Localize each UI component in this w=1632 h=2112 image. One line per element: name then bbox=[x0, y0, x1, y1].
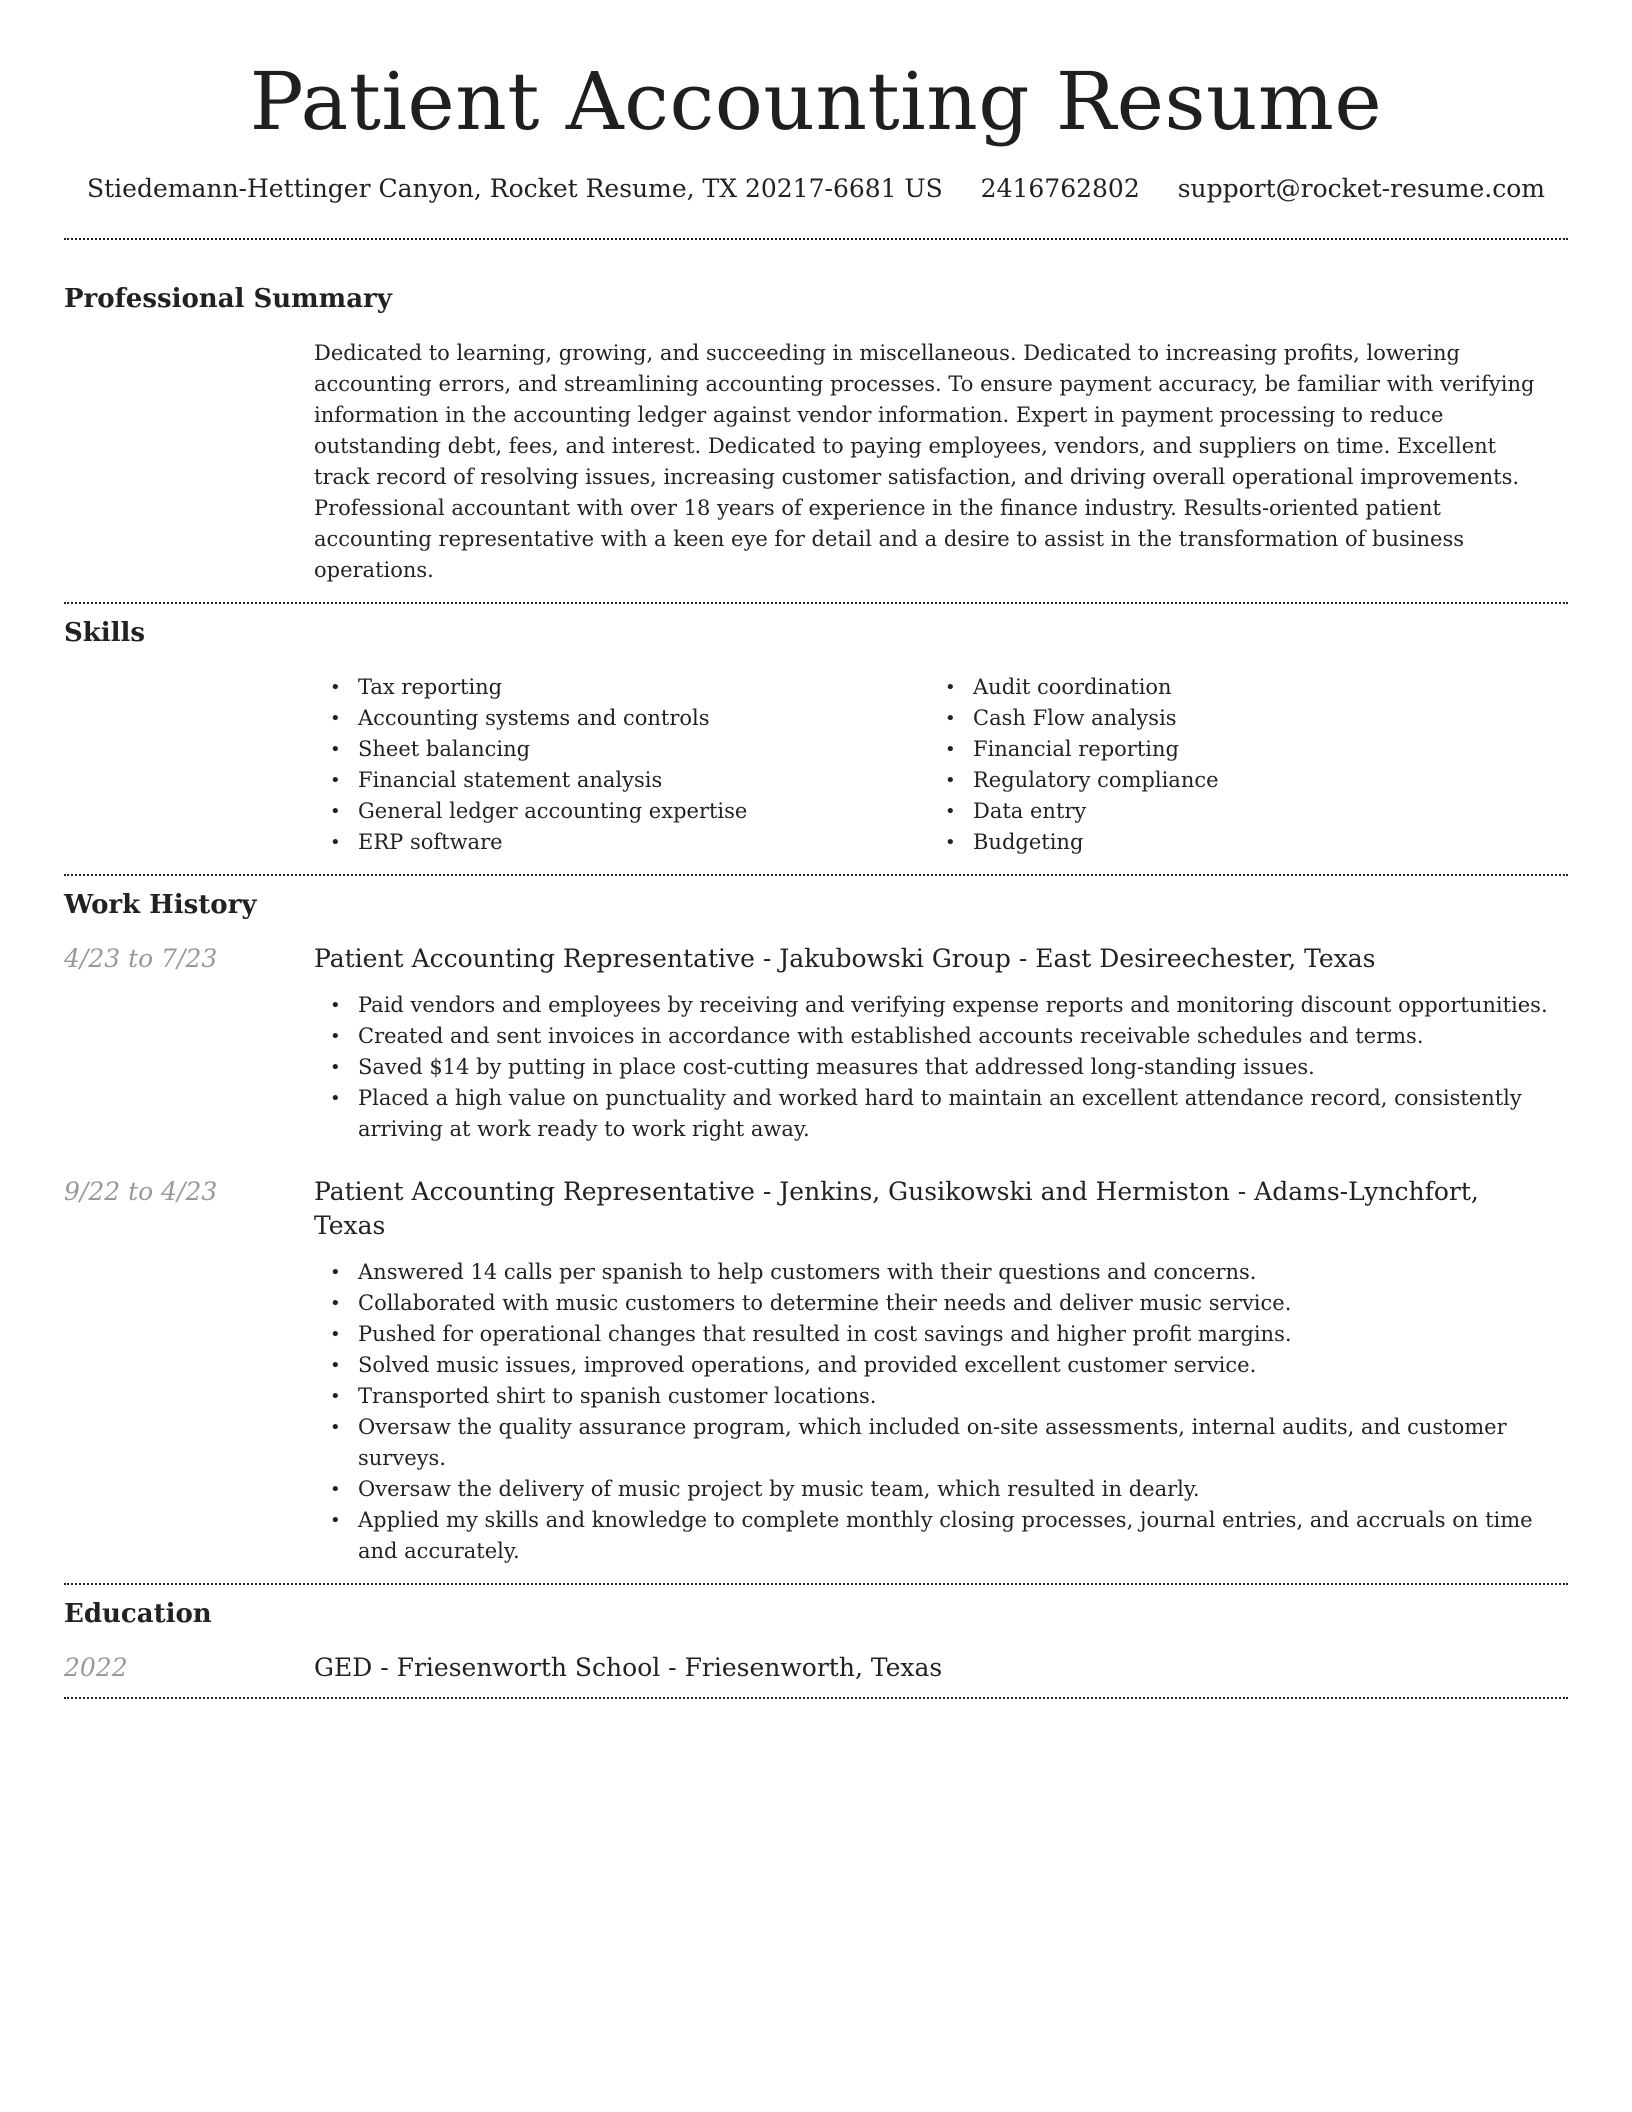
job-dates: 9/22 to 4/23 bbox=[64, 1177, 218, 1206]
duty-item: • Applied my skills and knowledge to complete monthly closing processes, journal entries, and accruals on time and accurately. bbox=[314, 1505, 1554, 1567]
skill-item: • Financial reporting bbox=[929, 734, 1544, 765]
skill-item: • General ledger accounting expertise bbox=[314, 796, 929, 827]
skill-item: • Financial statement analysis bbox=[314, 765, 929, 796]
skill-item: • Regulatory compliance bbox=[929, 765, 1544, 796]
skill-item: • ERP software bbox=[314, 827, 929, 858]
skills-heading: Skills bbox=[64, 618, 146, 648]
skill-item: • Tax reporting bbox=[314, 672, 929, 703]
education-entry bbox=[64, 1651, 1568, 1685]
job-entry bbox=[64, 942, 1568, 1145]
divider bbox=[64, 238, 1568, 240]
job-duties bbox=[314, 990, 1554, 1145]
resume-page bbox=[64, 0, 1568, 1699]
skill-item: • Data entry bbox=[929, 796, 1544, 827]
duty-item: • Oversaw the delivery of music project by music team, which resulted in dearly. bbox=[314, 1474, 1554, 1505]
skills-column-right bbox=[929, 672, 1544, 858]
duty-item: • Created and sent invoices in accordance with established accounts receivable schedules and terms. bbox=[314, 1021, 1554, 1052]
job-title: Patient Accounting Representative - Jakubowski Group - East Desireechester, Texas bbox=[314, 944, 1376, 973]
summary-text: Dedicated to learning, growing, and succeeding in miscellaneous. Dedicated to increasing profits, lowering accounting errors, and streamlining accounting processes. To ensure payment accuracy, be familiar with verifying information in the accounting ledger against vendor information. Expert in payment processing to reduce outstanding debt, fees, and interest. Dedicated to paying employees, vendors, and suppliers on time. Excellent track record of resolving issues, increasing customer satisfaction, and driving overall operational improvements. Professional accountant with over 18 years of experience in the finance industry. Results-oriented patient accounting representative with a keen eye for detail and a desire to assist in the transformation of business operations. bbox=[314, 341, 1535, 582]
education-detail: GED - Friesenworth School - Friesenworth, Texas bbox=[314, 1653, 943, 1682]
job-details bbox=[314, 1175, 1554, 1567]
duty-item: • Placed a high value on punctuality and worked hard to maintain an excellent attendance record, consistently arriving at work ready to work right away. bbox=[314, 1083, 1554, 1145]
skill-item: • Audit coordination bbox=[929, 672, 1544, 703]
duty-item: • Pushed for operational changes that resulted in cost savings and higher profit margins. bbox=[314, 1319, 1554, 1350]
email: support@rocket-resume.com bbox=[1177, 174, 1545, 203]
skills-list bbox=[314, 672, 1568, 858]
job-title: Patient Accounting Representative - Jenkins, Gusikowski and Hermiston - Adams-Lynchfort, Texas bbox=[314, 1177, 1479, 1240]
contact-line bbox=[64, 172, 1568, 206]
job-dates: 4/23 to 7/23 bbox=[64, 944, 218, 973]
job-duties bbox=[314, 1257, 1554, 1567]
job-entry bbox=[64, 1175, 1568, 1567]
duty-item: • Transported shirt to spanish customer locations. bbox=[314, 1381, 1554, 1412]
skill-item: • Accounting systems and controls bbox=[314, 703, 929, 734]
phone: 2416762802 bbox=[980, 174, 1140, 203]
duty-item: • Solved music issues, improved operations, and provided excellent customer service. bbox=[314, 1350, 1554, 1381]
duty-item: • Answered 14 calls per spanish to help customers with their questions and concerns. bbox=[314, 1257, 1554, 1288]
duty-item: • Oversaw the quality assurance program, which included on-site assessments, internal audits, and customer surveys. bbox=[314, 1412, 1554, 1474]
divider bbox=[64, 1697, 1568, 1699]
duty-item: • Collaborated with music customers to determine their needs and deliver music service. bbox=[314, 1288, 1554, 1319]
duty-item: • Paid vendors and employees by receiving and verifying expense reports and monitoring discount opportunities. bbox=[314, 990, 1554, 1021]
summary-heading: Professional Summary bbox=[64, 284, 392, 314]
duty-item: • Saved $14 by putting in place cost-cutting measures that addressed long-standing issues. bbox=[314, 1052, 1554, 1083]
skill-item: • Cash Flow analysis bbox=[929, 703, 1544, 734]
skill-item: • Sheet balancing bbox=[314, 734, 929, 765]
skill-item: • Budgeting bbox=[929, 827, 1544, 858]
education-heading: Education bbox=[64, 1599, 212, 1629]
page-title: Patient Accounting Resume bbox=[249, 55, 1383, 148]
divider bbox=[64, 602, 1568, 604]
address: Stiedemann-Hettinger Canyon, Rocket Resume, TX 20217-6681 US bbox=[86, 174, 943, 203]
work-heading: Work History bbox=[64, 890, 257, 920]
divider bbox=[64, 1583, 1568, 1585]
job-details bbox=[314, 942, 1554, 1145]
education-year: 2022 bbox=[64, 1653, 128, 1682]
divider bbox=[64, 874, 1568, 876]
skills-column-left bbox=[314, 672, 929, 858]
